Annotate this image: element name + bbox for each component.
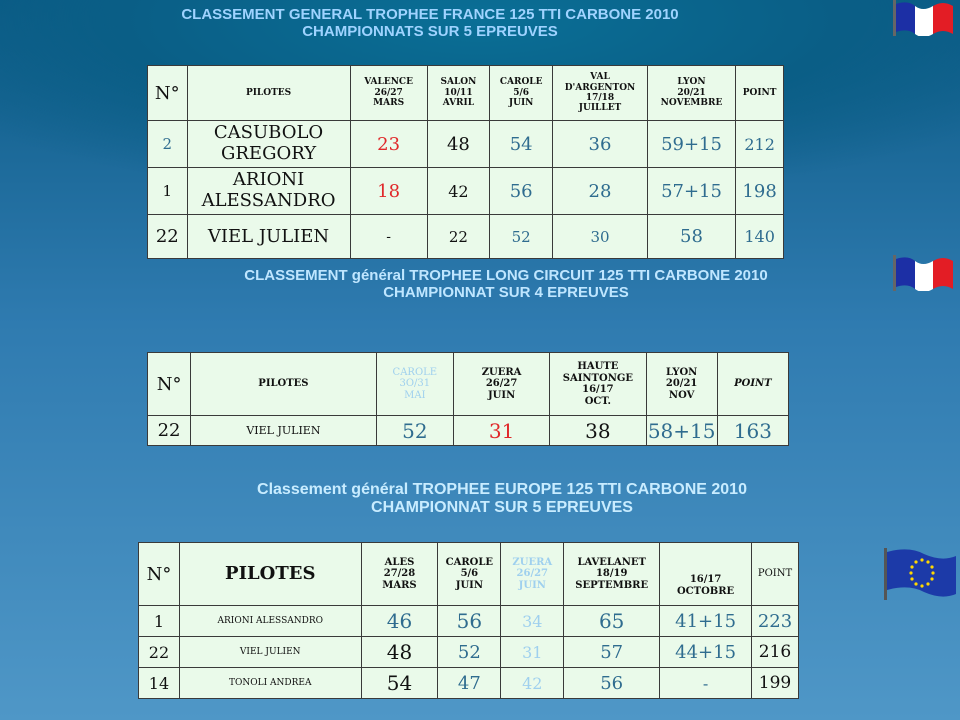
col-header-num: N° [148, 66, 188, 121]
col-header-carole: CAROLE 3O/31 MAI [376, 353, 453, 416]
cell-point: 199 [752, 668, 799, 699]
col-header-ales: ALES 27/28 MARS [361, 543, 438, 606]
cell-point: 140 [736, 215, 784, 259]
cell-score: 38 [550, 416, 646, 446]
cell-score: 30 [553, 215, 648, 259]
cell-pilote: VIEL JULIEN [179, 637, 361, 668]
cell-num: 22 [139, 637, 180, 668]
cell-score: - [350, 215, 427, 259]
cell-pilote: CASUBOLO GREGORY [187, 121, 350, 168]
table-row [139, 668, 799, 699]
col-header-carole: CAROLE 5/6 JUIN [438, 543, 501, 606]
cell-score: 52 [490, 215, 553, 259]
title-europe-line2: CHAMPIONNAT SUR 5 EPREUVES [371, 499, 633, 517]
col-header-pilotes: PILOTES [179, 543, 361, 606]
col-header-october: 16/17 OCTOBRE [660, 543, 752, 606]
table-row [148, 121, 784, 168]
cell-score: 42 [501, 668, 564, 699]
cell-num: 1 [139, 606, 180, 637]
col-header-zuera: ZUERA 26/27 JUIN [501, 543, 564, 606]
col-header-point: POINT [736, 66, 784, 121]
table-row [148, 215, 784, 259]
cell-score: 23 [350, 121, 427, 168]
cell-score: 56 [564, 668, 660, 699]
table-europe-trophy [138, 542, 799, 699]
cell-score: 52 [376, 416, 453, 446]
col-header-pilotes: PILOTES [191, 353, 377, 416]
cell-score: 59+15 [647, 121, 735, 168]
cell-score: 46 [361, 606, 438, 637]
cell-score: 48 [361, 637, 438, 668]
title-long-circuit-line1: CLASSEMENT général TROPHEE LONG CIRCUIT 125 TTI CARBONE 2010 [244, 267, 768, 284]
table-row [139, 606, 799, 637]
col-header-point: POINT [717, 353, 788, 416]
cell-pilote: TONOLI ANDREA [179, 668, 361, 699]
eu-flag-icon [884, 548, 960, 600]
title-europe-trophy [22, 481, 960, 518]
cell-pilote: ARIONI ALESSANDRO [179, 606, 361, 637]
col-header-valence: VALENCE 26/27 MARS [350, 66, 427, 121]
cell-score: 54 [490, 121, 553, 168]
cell-score: 65 [564, 606, 660, 637]
cell-num: 22 [148, 416, 191, 446]
french-flag-icon [893, 255, 959, 291]
cell-num: 1 [148, 168, 188, 215]
col-header-lyon: LYON 20/21 NOV [646, 353, 717, 416]
table-row [139, 637, 799, 668]
cell-score: 22 [427, 215, 489, 259]
cell-score: 18 [350, 168, 427, 215]
cell-num: 14 [139, 668, 180, 699]
col-header-num: N° [139, 543, 180, 606]
french-flag-icon [893, 0, 959, 36]
col-header-point: POINT [752, 543, 799, 606]
cell-score: 44+15 [660, 637, 752, 668]
cell-point: 223 [752, 606, 799, 637]
title-france-trophy [0, 6, 910, 41]
title-europe-line1: Classement général TROPHEE EUROPE 125 TTI CARBONE 2010 [257, 481, 747, 498]
cell-pilote: ARIONI ALESSANDRO [187, 168, 350, 215]
cell-score: 41+15 [660, 606, 752, 637]
col-header-haute-saintonge: HAUTE SAINTONGE 16/17 OCT. [550, 353, 646, 416]
col-header-val-argenton: VAL D'ARGENTON 17/18 JUILLET [553, 66, 648, 121]
table-france-trophy [147, 65, 784, 259]
col-header-num: N° [148, 353, 191, 416]
cell-score: 47 [438, 668, 501, 699]
cell-score: 48 [427, 121, 489, 168]
cell-score: 56 [490, 168, 553, 215]
col-header-pilotes: PILOTES [187, 66, 350, 121]
title-long-circuit-line2: CHAMPIONNAT SUR 4 EPREUVES [383, 284, 629, 302]
cell-score: - [660, 668, 752, 699]
cell-point: 212 [736, 121, 784, 168]
col-header-salon: SALON 10/11 AVRIL [427, 66, 489, 121]
cell-score: 34 [501, 606, 564, 637]
cell-point: 216 [752, 637, 799, 668]
cell-score: 58+15 [646, 416, 717, 446]
title-france-line2: CHAMPIONNATS SUR 5 EPREUVES [302, 23, 558, 41]
cell-pilote: VIEL JULIEN [191, 416, 377, 446]
cell-score: 54 [361, 668, 438, 699]
title-long-circuit [26, 267, 960, 302]
cell-num: 22 [148, 215, 188, 259]
col-header-zuera: ZUERA 26/27 JUIN [453, 353, 549, 416]
cell-score: 31 [501, 637, 564, 668]
title-france-line1: CLASSEMENT GENERAL TROPHEE FRANCE 125 TTI CARBONE 2010 [181, 6, 679, 23]
cell-score: 31 [453, 416, 549, 446]
cell-score: 57+15 [647, 168, 735, 215]
col-header-lyon: LYON 20/21 NOVEMBRE [647, 66, 735, 121]
cell-point: 163 [717, 416, 788, 446]
cell-score: 36 [553, 121, 648, 168]
col-header-carole: CAROLE 5/6 JUIN [490, 66, 553, 121]
cell-score: 58 [647, 215, 735, 259]
table-long-circuit [147, 352, 789, 446]
cell-pilote: VIEL JULIEN [187, 215, 350, 259]
cell-num: 2 [148, 121, 188, 168]
cell-point: 198 [736, 168, 784, 215]
col-header-lavelanet: LAVELANET 18/19 SEPTEMBRE [564, 543, 660, 606]
cell-score: 28 [553, 168, 648, 215]
table-row [148, 168, 784, 215]
cell-score: 57 [564, 637, 660, 668]
cell-score: 56 [438, 606, 501, 637]
cell-score: 42 [427, 168, 489, 215]
table-row [148, 416, 789, 446]
cell-score: 52 [438, 637, 501, 668]
